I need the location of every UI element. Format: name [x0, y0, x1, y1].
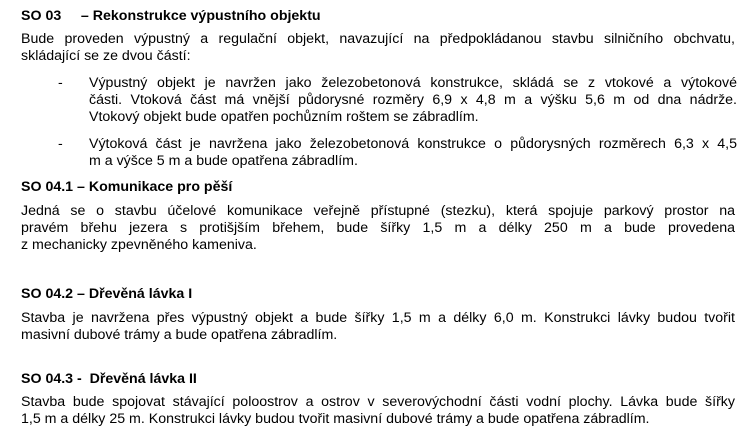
so043-line-1: Stavba bude spojovat stávající poloostrov a ostrov v severovýchodní části vodní plochy. Lávka bude šířky	[21, 394, 735, 410]
so042-line-2: masivní dubové trámy a bude opatřena zábradlím.	[21, 327, 338, 343]
bullet-1-line-3: Vtokový objekt bude opatřen pochůzním roštem se zábradlím.	[89, 109, 479, 125]
bullet-1-line-2: části. Vtoková část má vnější půdorysné rozměry 6,9 x 4,8 m a výšku 5,6 m od dna nádrže.	[89, 92, 737, 108]
so043-line-2: 1,5 m a délky 25 m. Konstrukci lávky budou tvořit masivní dubové trámy a bude opatřena zábradlím.	[21, 411, 650, 427]
section-heading-so041: SO 04.1 – Komunikace pro pěší	[21, 179, 233, 195]
so041-line-3: z mechanicky zpevněného kameniva.	[21, 237, 257, 253]
so03-intro-line-2: skládající se ze dvou částí:	[21, 48, 191, 64]
bullet-2-line-1: Výtoková část je navržena jako železobetonová konstrukce o půdorysných rozměrech 6,3 x 4,5	[89, 136, 737, 152]
bullet-1-line-1: Výpustný objekt je navržen jako železobetonová konstrukce, skládá se z vtokové a výtokové	[89, 75, 737, 91]
so041-line-2: pravém břehu jezera s protišjším břehem, bude šířky 1,5 m a délky 250 m a bude provedena	[21, 220, 735, 236]
bullet-dash: -	[58, 75, 63, 91]
bullet-2-line-2: m a výšce 5 m a bude opatřena zábradlím.	[89, 153, 358, 169]
section-heading-so03: SO 03 – Rekonstrukce výpustního objektu	[21, 8, 321, 24]
so042-line-1: Stavba je navržena přes výpustný objekt a bude šířky 1,5 m a délky 6,0 m. Konstrukci lávky budou tvořit	[21, 310, 735, 326]
section-heading-so042: SO 04.2 – Dřevěná lávka I	[21, 286, 193, 302]
section-heading-so043: SO 04.3 - Dřevěná lávka II	[21, 371, 197, 387]
bullet-dash: -	[58, 136, 63, 152]
so041-line-1: Jedná se o stavbu účelové komunikace veřejně přístupné (stezku), která spojuje parkový prostor na	[21, 203, 735, 219]
so03-intro-line-1: Bude proveden výpustný a regulační objekt, navazující na předpokládanou stavbu silničního obchvatu,	[21, 31, 735, 47]
